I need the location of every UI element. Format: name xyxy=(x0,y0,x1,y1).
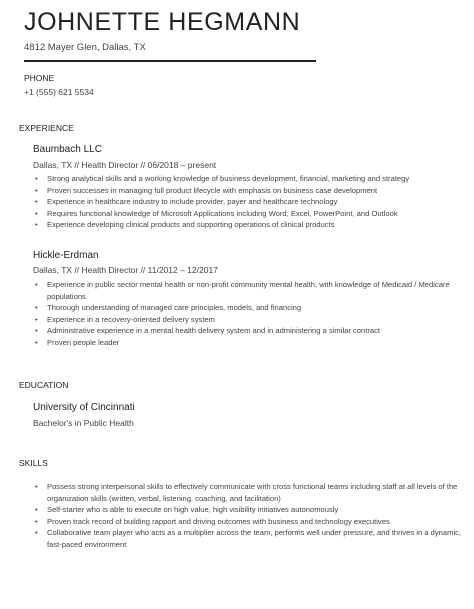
skill-item: • Possess strong interpersonal skills to effectively communicate with cross functional teams including staff at all levels of the organization skills (written, verbal, listening, coaching, and facilitation) xyxy=(33,481,462,504)
job-company: Hickle-Erdman xyxy=(33,250,99,261)
job-bullet-list xyxy=(33,173,456,231)
job-meta: Dallas, TX // Health Director // 11/2012 – 12/2017 xyxy=(33,265,218,275)
phone-number: +1 (555) 621 5534 xyxy=(24,87,94,97)
job-bullet-list xyxy=(33,279,456,349)
job-bullet: • Experience developing clinical products and supporting operations of clinical products xyxy=(33,219,456,231)
job-bullet: • Administrative experience in a mental health delivery system and in administering a similar contract xyxy=(33,325,456,337)
job-bullet: • Experience in a recovery-oriented delivery system xyxy=(33,314,456,326)
job-bullet: • Experience in healthcare industry to include provider, payer and healthcare technology xyxy=(33,196,456,208)
job-meta: Dallas, TX // Health Director // 06/2018 – present xyxy=(33,160,217,170)
job-bullet: • Experience in public sector mental health or non-profit community mental health, with knowledge of Medicaid / Medicare populations xyxy=(33,279,456,302)
phone-label: PHONE xyxy=(24,73,55,83)
job-bullet: • Thorough understanding of managed care principles, models, and financing xyxy=(33,302,456,314)
skill-item: • Proven track record of building rapport and driving outcomes with business and technology executives xyxy=(33,516,462,528)
skills-heading: SKILLS xyxy=(19,458,48,468)
skill-item: • Self-starter who is able to execute on high value, high visibility initiatives autonomously xyxy=(33,504,462,516)
job-bullet: • Proven successes in managing full product lifecycle with emphasis on business case development xyxy=(33,185,456,197)
candidate-address: 4812 Mayer Glen, Dallas, TX xyxy=(24,42,146,53)
education-heading: EDUCATION xyxy=(19,380,69,390)
experience-heading: EXPERIENCE xyxy=(19,123,74,133)
job-bullet: • Proven people leader xyxy=(33,337,456,349)
degree: Bachelor's in Public Health xyxy=(33,418,134,428)
candidate-name: JOHNETTE HEGMANN xyxy=(24,8,301,36)
skills-list xyxy=(33,481,462,551)
school-name: University of Cincinnati xyxy=(33,402,135,413)
skill-item: • Collaborative team player who acts as a multiplier across the team, performs well under pressure, and thrives in a dynamic, fast-paced environment xyxy=(33,527,462,550)
job-bullet: • Requires functional knowledge of Microsoft Applications including Word, Excel, PowerPoint, and Outlook xyxy=(33,208,456,220)
job-bullet: • Strong analytical skills and a working knowledge of business development, financial, marketing and strategy xyxy=(33,173,456,185)
header-divider xyxy=(24,60,316,62)
job-company: Baumbach LLC xyxy=(33,144,102,155)
